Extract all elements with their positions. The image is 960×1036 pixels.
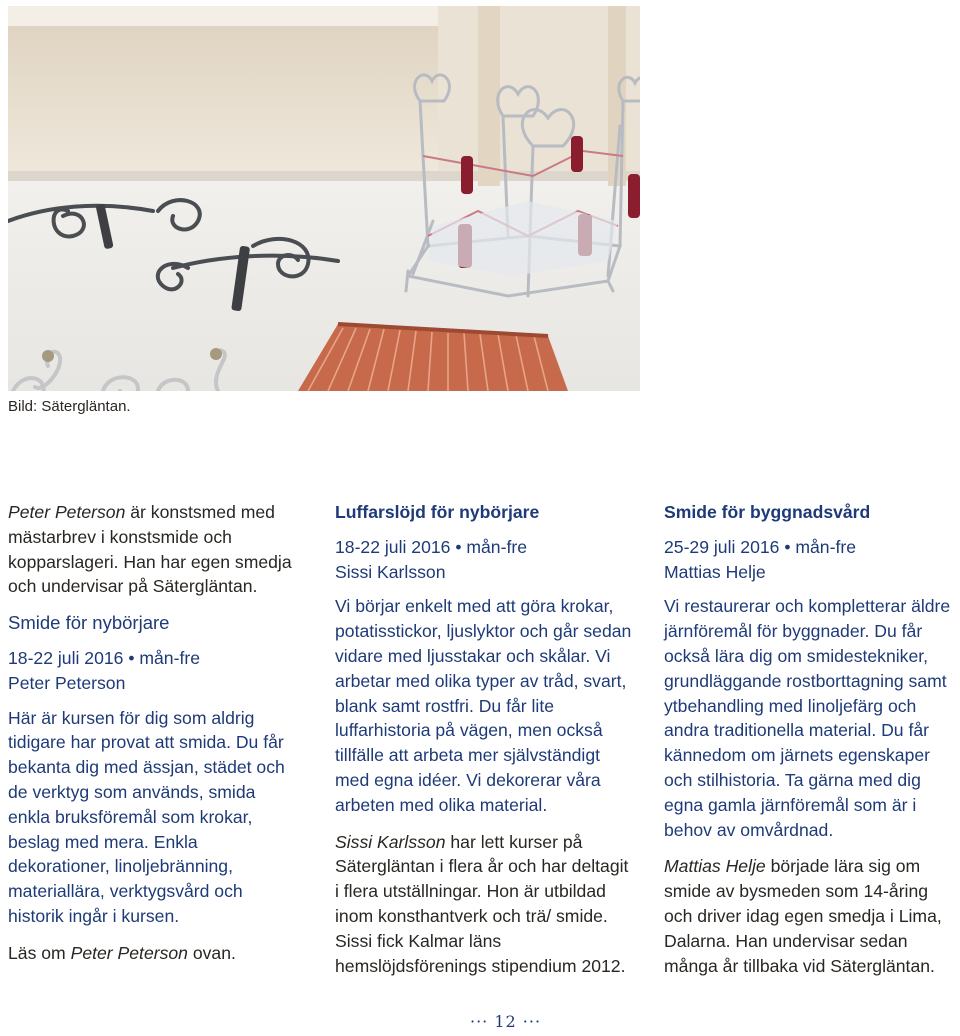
teacher-bio [335, 830, 635, 979]
column-luffarslojd [335, 500, 635, 990]
course-heading: Smide för nybörjare [8, 612, 170, 634]
column-smide-nyborjare [8, 500, 298, 978]
course-heading: Smide för byggnadsvård [664, 502, 871, 522]
page-number: ··· 12 ··· [470, 1012, 542, 1031]
teacher-intro [8, 500, 298, 599]
teacher-bio [664, 854, 960, 978]
course-dates: 18-22 juli 2016 • mån-fre [8, 647, 200, 668]
teacher-bio-text: har lett kurser på Sätergläntan i flera år och har deltagit i flera utställningar. Hon är utbildad inom konsthantverk och trä/ smide. Sissi fick Kalmar läns hemslöjdsförenings stipendium 2012. [335, 831, 629, 976]
course-reference [8, 941, 298, 966]
photo-wire-crafts [8, 6, 640, 391]
course-teacher: Mattias Helje [664, 561, 766, 582]
course-teacher: Sissi Karlsson [335, 561, 446, 582]
photo-illustration [8, 6, 640, 391]
teacher-name: Mattias Helje [664, 856, 766, 877]
reference-name: Peter Peterson [70, 942, 188, 963]
teacher-intro-text: är konstsmed med mästarbrev i konstsmide och kopparslageri. Han har egen smedja och undervisar på Sätergläntan. [8, 502, 292, 597]
course-meta [8, 646, 298, 696]
reference-suffix: ovan. [187, 942, 236, 963]
course-dates: 18-22 juli 2016 • mån-fre [335, 536, 527, 557]
reference-prefix: Läs om [8, 942, 71, 963]
teacher-bio-text: började lära sig om smide av bysmeden som 14-åring och driver idag egen smedja i Lima, Dalarna. Han undervisar sedan många år tillbaka vid Sätergläntan. [664, 856, 942, 976]
course-description: Vi börjar enkelt med att göra krokar, potatisstickor, ljuslyktor och går sedan vidare med ljusstakar och skålar. Vi arbetar med olika typer av tråd, svart, blank samt rostfri. Du får lite luffarhistoria på vägen, men också tillfälle att arbeta mer självständigt med egna idéer. Vi dekorerar våra arbeten med olika material. [335, 596, 632, 815]
course-description: Vi restaurerar och kompletterar äldre järnföremål för byggnader. Du får också lära dig om smidestekniker, grundläggande rostborttagning samt ytbehandling med linoljefärg och andra traditionella material. Du får kännedom om järnets egenskaper och stilhistoria. Ta gärna med dig egna gamla järnföremål som är i behov av omvårdnad. [664, 596, 951, 840]
course-meta [335, 535, 635, 585]
course-heading: Luffarslöjd för nybörjare [335, 502, 540, 522]
course-dates: 25-29 juli 2016 • mån-fre [664, 536, 856, 557]
teacher-name: Sissi Karlsson [335, 831, 446, 852]
course-meta [664, 535, 960, 585]
photo-caption: Bild: Sätergläntan. [8, 398, 131, 415]
column-smide-byggnadsvard [664, 500, 960, 990]
course-description: Här är kursen för dig som aldrig tidigare har provat att smida. Du får bekanta dig med ässjan, städet och de verktyg som används, smida enkla bruksföremål som krokar, beslag med mera. Enkla dekorationer, linoljebränning, materiallära, verktygsvård och historik ingår i kursen. [8, 707, 285, 926]
teacher-name: Peter Peterson [8, 502, 126, 522]
course-teacher: Peter Peterson [8, 672, 126, 693]
